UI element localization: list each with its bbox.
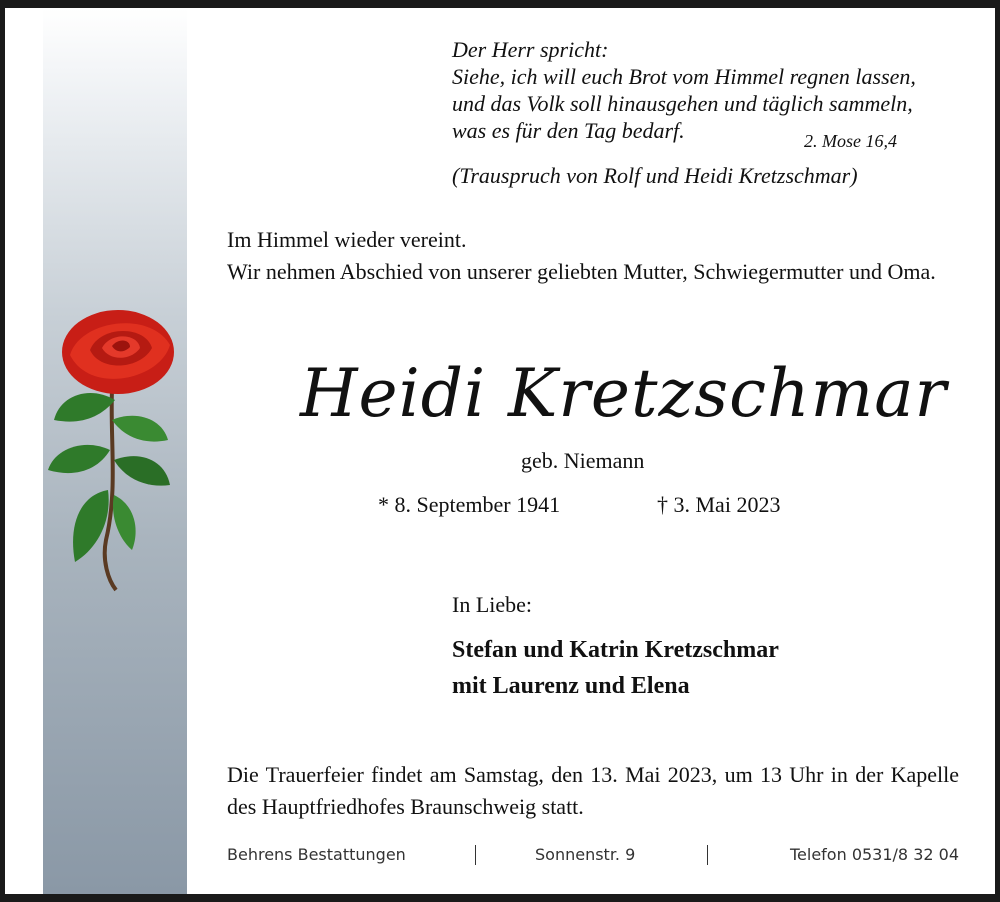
red-rose-icon — [40, 300, 190, 600]
maiden-name: geb. Niemann — [521, 448, 645, 473]
death-date: † 3. Mai 2023 — [657, 492, 781, 517]
verse-note: (Trauspruch von Rolf und Heidi Kretzschmar) — [452, 163, 858, 188]
verse-line: und das Volk soll hinausgehen und täglich sammeln, — [452, 91, 913, 116]
verse-reference: 2. Mose 16,4 — [804, 131, 897, 151]
intro-line-1: Im Himmel wieder vereint. — [227, 227, 467, 252]
verse-line: Siehe, ich will euch Brot vom Himmel regnen lassen, — [452, 64, 916, 89]
birth-date: * 8. September 1941 — [378, 492, 561, 517]
mourners-line-1: Stefan und Katrin Kretzschmar — [452, 637, 779, 663]
funeral-info: Die Trauerfeier findet am Samstag, den 13. Mai 2023, um 13 Uhr in der Kapelle des Hauptfriedhofes Braunschweig statt. — [227, 762, 959, 819]
verse-line: was es für den Tag bedarf. — [452, 118, 685, 143]
mourners-line-2: mit Laurenz und Elena — [452, 673, 690, 699]
funeral-home-phone: Telefon 0531/8 32 04 — [789, 845, 959, 864]
deceased-name: Heidi Kretzschmar — [300, 355, 948, 432]
bible-verse — [452, 36, 916, 144]
funeral-home-name: Behrens Bestattungen — [227, 845, 406, 864]
mourners-intro: In Liebe: — [452, 592, 533, 617]
verse-line: Der Herr spricht: — [452, 37, 609, 62]
intro-line-2: Wir nehmen Abschied von unserer geliebten Mutter, Schwiegermutter und Oma. — [227, 259, 936, 284]
divider — [707, 845, 708, 865]
mourners-names — [452, 632, 779, 704]
intro-text — [227, 224, 959, 288]
divider — [475, 845, 476, 865]
funeral-home-address: Sonnenstr. 9 — [535, 845, 636, 864]
